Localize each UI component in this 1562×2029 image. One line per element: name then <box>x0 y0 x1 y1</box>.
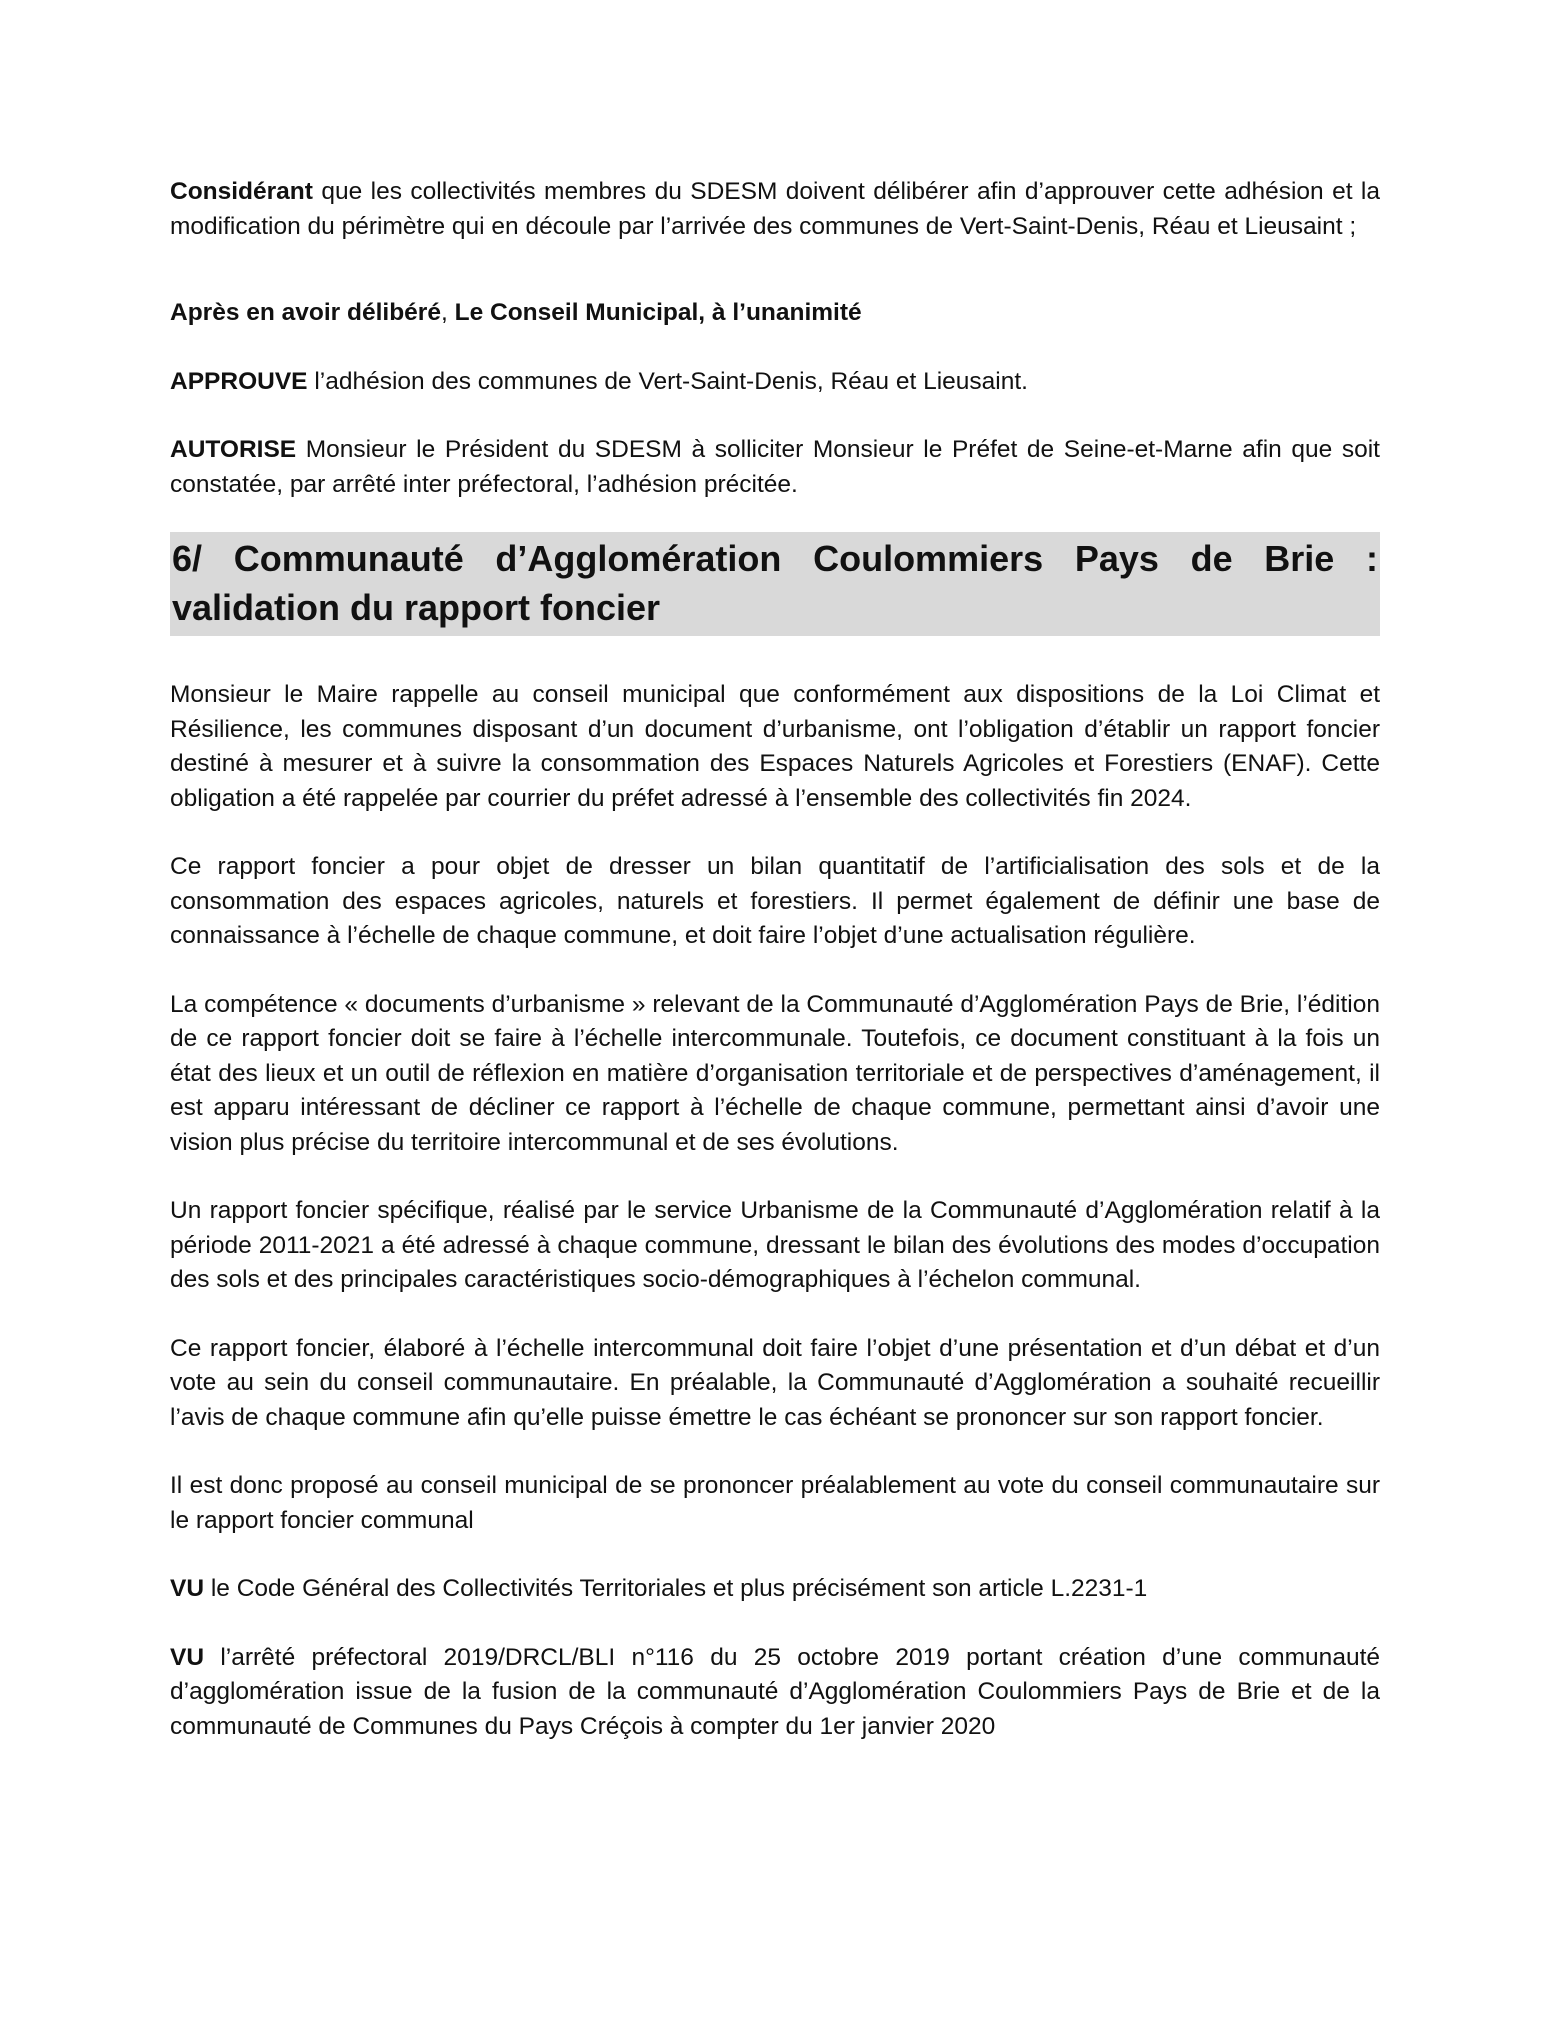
body-paragraph-2: Ce rapport foncier a pour objet de dresser un bilan quantitatif de l’artificialisation des sols et de la consommation des espaces agricoles, naturels et forestiers. Il permet également de définir une base de connaissance à l’échelle de chaque commune, et doit faire l’objet d’une actualisation régulière. <box>170 853 1380 949</box>
body-paragraph-3: La compétence « documents d’urbanisme » relevant de la Communauté d’Agglomération Pays de Brie, l’édition de ce rapport foncier doit se faire à l’échelle intercommunale. Toutefois, ce document constituant à la fois un état des lieux et un outil de réflexion en matière d’organisation territoriale et de perspectives d’aménagement, il est apparu intéressant de décliner ce rapport à l’échelle de chaque commune, permettant ainsi d’avoir une vision plus précise du territoire intercommunal et de ses évolutions. <box>170 990 1380 1156</box>
considerant-paragraph <box>170 175 1380 244</box>
considerant-text: que les collectivités membres du SDESM doivent délibérer afin d’approuver cette adhésion et la modification du périmètre qui en découle par l’arrivée des communes de Vert-Saint-Denis, Réau et Lieusaint ; <box>170 178 1380 240</box>
vu-lead-1: VU <box>170 1575 205 1602</box>
autorise-text: Monsieur le Président du SDESM à solliciter Monsieur le Préfet de Seine-et-Marne afin que soit constatée, par arrêté inter préfectoral, l’adhésion précitée. <box>170 436 1380 498</box>
section-title-line2: validation du rapport foncier <box>172 587 661 628</box>
vu-paragraph-1 <box>170 1572 1380 1607</box>
body-paragraph-6: Il est donc proposé au conseil municipal de se prononcer préalablement au vote du conseil communautaire sur le rapport foncier communal <box>170 1472 1380 1534</box>
body-paragraph-1: Monsieur le Maire rappelle au conseil municipal que conformément aux dispositions de la Loi Climat et Résilience, les communes disposant d’un document d’urbanisme, ont l’obligation d’établir un rapport foncier destiné à mesurer et à suivre la consommation des Espaces Naturels Agricoles et Forestiers (ENAF). Cette obligation a été rappelée par courrier du préfet adressé à l’ensemble des collectivités fin 2024. <box>170 681 1380 812</box>
section-heading <box>170 532 1380 636</box>
deliberation-line <box>170 296 1380 331</box>
document-body <box>170 175 1380 1778</box>
deliberation-separator: , <box>440 299 455 326</box>
vu-lead-2: VU <box>170 1643 205 1671</box>
approuve-text: l’adhésion des communes de Vert-Saint-Denis, Réau et Lieusaint. <box>307 367 1028 395</box>
vu-text-2: l’arrêté préfectoral 2019/DRCL/BLI n°116 du 25 octobre 2019 portant création d’une communauté d’agglomération issue de la fusion de la communauté d’Agglomération Coulommiers Pays de Brie et de la communauté de Communes du Pays Créçois à compter du 1er janvier 2020 <box>170 1643 1380 1740</box>
approuve-paragraph <box>170 365 1380 400</box>
considerant-lead: Considérant <box>170 178 313 205</box>
deliberation-part2: Le Conseil Municipal, à l’unanimité <box>454 299 862 326</box>
vu-text-1: le Code Général des Collectivités Territoriales et plus précisément son article L.2231-1 <box>204 1575 1148 1602</box>
body-paragraph-4: Un rapport foncier spécifique, réalisé par le service Urbanisme de la Communauté d’Agglomération relatif à la période 2011-2021 a été adressé à chaque commune, dressant le bilan des évolutions des modes d’occupation des sols et des principales caractéristiques socio-démographiques à l’échelon communal. <box>170 1197 1380 1293</box>
section-title-line1: 6/ Communauté d’Agglomération Coulommiers Pays de Brie : <box>172 538 1378 579</box>
autorise-paragraph <box>170 433 1380 502</box>
vu-paragraph-2 <box>170 1641 1380 1745</box>
autorise-lead: AUTORISE <box>170 436 297 463</box>
deliberation-part1: Après en avoir délibéré <box>170 299 441 326</box>
body-paragraph-5: Ce rapport foncier, élaboré à l’échelle intercommunal doit faire l’objet d’une présentation et d’un débat et d’un vote au sein du conseil communautaire. En préalable, la Communauté d’Agglomération a souhaité recueillir l’avis de chaque commune afin qu’elle puisse émettre le cas échéant se prononcer sur son rapport foncier. <box>170 1334 1380 1431</box>
approuve-lead: APPROUVE <box>170 367 308 395</box>
